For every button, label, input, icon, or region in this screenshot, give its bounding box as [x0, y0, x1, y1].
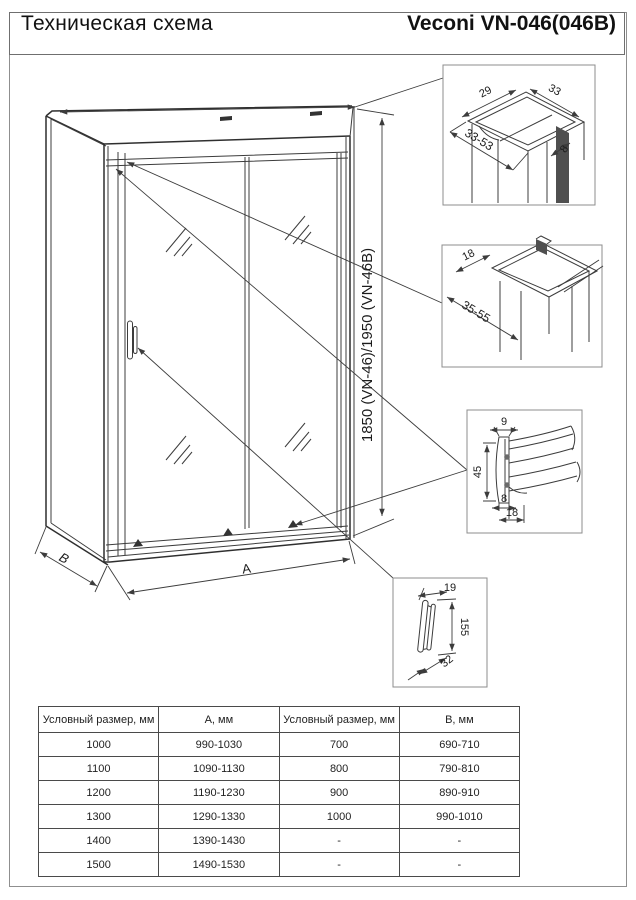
table-cell: 700: [279, 733, 399, 757]
dim-label-29: 29: [477, 84, 494, 101]
table-cell: 990-1010: [399, 805, 519, 829]
detail-wall-profile: [442, 236, 603, 367]
table-cell: 1300: [39, 805, 159, 829]
glass-shine-marks: [166, 216, 311, 464]
main-isometric-view: [35, 78, 467, 600]
dim-label-depth: B: [56, 549, 72, 567]
dim-label-width: A: [241, 560, 252, 577]
table-cell: 1200: [39, 781, 159, 805]
table-cell: 890-910: [399, 781, 519, 805]
dim-label-32: 32: [438, 653, 456, 671]
table-cell: 1000: [279, 805, 399, 829]
detail-top-rail-profile: [443, 65, 595, 205]
table-cell: 1190-1230: [159, 781, 279, 805]
table-cell: 800: [279, 757, 399, 781]
table-cell: -: [399, 853, 519, 877]
dim-label-9: 9: [500, 416, 508, 428]
size-table-header-row: [39, 707, 520, 733]
table-cell: 790-810: [399, 757, 519, 781]
header-cell: Условный размер, мм: [279, 707, 399, 733]
table-cell: -: [279, 829, 399, 853]
table-cell: 1090-1130: [159, 757, 279, 781]
model-title: Veconi VN-046(046B): [407, 12, 616, 35]
detail-handle: [393, 578, 487, 687]
header-cell: В, мм: [399, 707, 519, 733]
dim-label-height: 1850 (VN-46)/1950 (VN-46B): [359, 247, 376, 443]
dim-label-33: 33: [546, 82, 563, 99]
table-cell: -: [399, 829, 519, 853]
dim-label-8-top: 8: [557, 143, 572, 156]
detail-rail-section: [467, 410, 582, 533]
table-row: [39, 829, 520, 853]
table-cell: 690-710: [399, 733, 519, 757]
dim-label-155: 155: [458, 617, 470, 637]
table-cell: 900: [279, 781, 399, 805]
table-row: [39, 757, 520, 781]
table-cell: 1290-1330: [159, 805, 279, 829]
table-cell: 990-1030: [159, 733, 279, 757]
dim-label-18-wall: 18: [460, 247, 477, 264]
table-row: [39, 805, 520, 829]
height-dimension: [353, 109, 394, 536]
table-cell: 1400: [39, 829, 159, 853]
dim-label-19: 19: [443, 582, 457, 594]
dim-label-35-55: 35-55: [459, 297, 493, 326]
front-frame: [104, 106, 354, 562]
header-cell: А, мм: [159, 707, 279, 733]
header-cell: Условный размер, мм: [39, 707, 159, 733]
dim-label-8-rail: 8: [500, 493, 508, 505]
size-table: [38, 706, 520, 877]
table-row: [39, 733, 520, 757]
table-cell: 1390-1430: [159, 829, 279, 853]
leader-lines: [60, 78, 467, 578]
dim-label-45: 45: [472, 465, 484, 479]
table-row: [39, 781, 520, 805]
table-cell: 1100: [39, 757, 159, 781]
table-cell: 1490-1530: [159, 853, 279, 877]
table-cell: -: [279, 853, 399, 877]
page-title: Техническая схема: [21, 12, 214, 35]
door-handle: [128, 321, 138, 359]
table-cell: 1000: [39, 733, 159, 757]
side-panel: [46, 106, 352, 565]
table-row: [39, 853, 520, 877]
dim-label-18-rail: 18: [505, 507, 519, 519]
dim-label-33-53: 33-53: [462, 125, 496, 154]
table-cell: 1500: [39, 853, 159, 877]
